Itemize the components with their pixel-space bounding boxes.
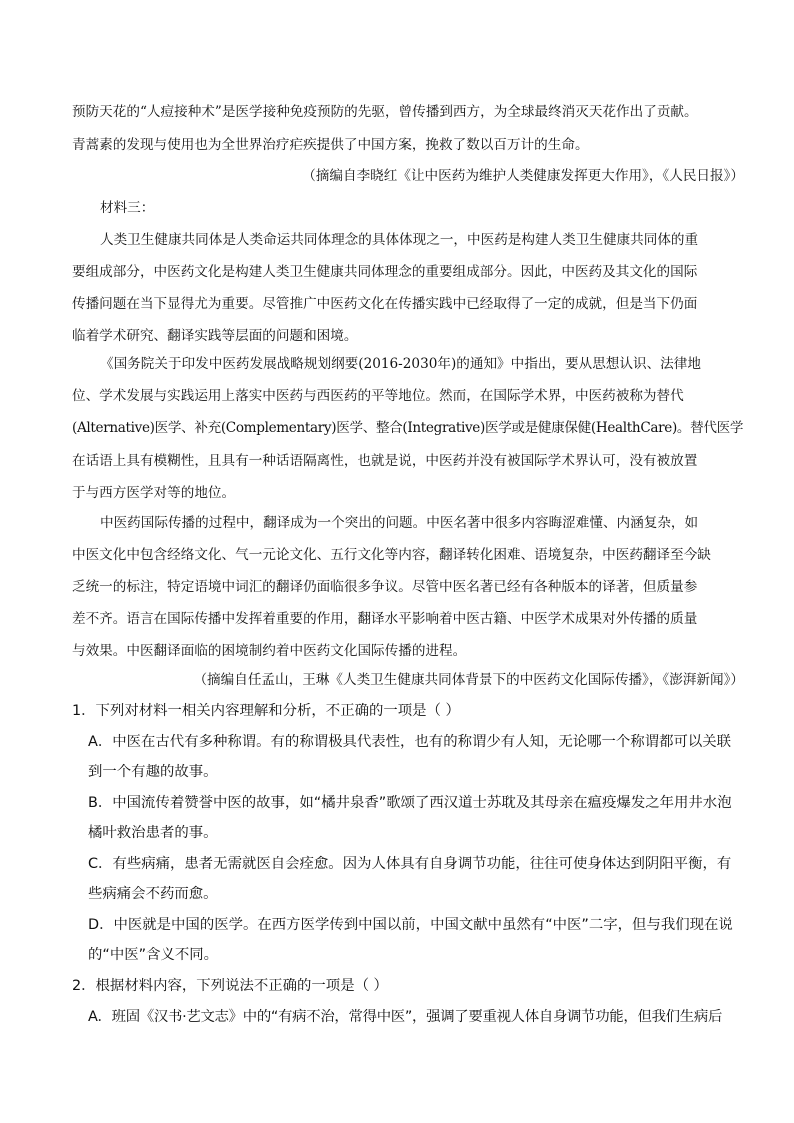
text-line: 与效果。中医翻译面临的困境制约着中医药文化国际传播的进程。	[72, 643, 467, 659]
option-c-cont: 些病痛会不药而愈。	[88, 886, 218, 902]
text-line: 中医药国际传播的过程中，翻译成为一个突出的问题。中医名著中很多内容晦涩难懂、内涵复杂，如	[100, 515, 699, 531]
text-line: 于与西方医学对等的地位。	[72, 485, 236, 501]
text-line: (Alternative)医学、补充(Complementary)医学、整合(Integrative)医学或是健康保健(HealthCare)。替代医学	[72, 420, 744, 436]
source-citation: （摘编自任孟山，王琳《人类卫生健康共同体背景下的中医药文化国际传播》，《澎湃新闻》）	[193, 672, 744, 688]
option-d: D．中医就是中国的医学。在西方医学传到中国以前，中国文献中虽然有“中医”二字，但与我们现在说	[88, 917, 733, 933]
text-line: 预防天花的“人痘接种术”是医学接种免疫预防的先驱，曾传播到西方，为全球最终消灭天花作出了贡献。	[72, 104, 698, 120]
text-line: 乏统一的标注，特定语境中词汇的翻译仍面临很多争议。尽管中医名著已经有各种版本的译著，但质量参	[72, 579, 698, 595]
text-line: 差不齐。语言在国际传播中发挥着重要的作用，翻译水平影响着中医古籍、中医学术成果对外传播的质量	[72, 611, 698, 627]
option-c: C．有些病痛，患者无需就医自会痊愈。因为人体具有自身调节功能，往往可使身体达到阴阳平衡，有	[88, 856, 732, 872]
source-citation: （摘编自李晓红《让中医药为维护人类健康发挥更大作用》，《人民日报》）	[302, 168, 744, 184]
option-b: B．中国流传着赞誉中医的故事，如“橘井泉香”歌颂了西汉道士苏耽及其母亲在瘟疫爆发之年用井水泡	[88, 795, 732, 811]
text-line: 青蒿素的发现与使用也为全世界治疗疟疾提供了中国方案，挽救了数以百万计的生命。	[72, 137, 589, 153]
text-line: 临着学术研究、翻译实践等层面的问题和困境。	[72, 328, 358, 344]
material-heading: 材料三：	[100, 200, 155, 216]
text-line: 传播问题在当下显得尤为重要。尽管推广中医药文化在传播实践中已经取得了一定的成就，但是当下仍面	[72, 296, 698, 312]
option-d-cont: 的“中医”含义不同。	[88, 947, 219, 963]
option-a: A．中医在古代有多种称谓。有的称谓极具代表性，也有的称谓少有人知，无论哪一个称谓都可以关联	[88, 734, 732, 750]
text-line: 要组成部分，中医药文化是构建人类卫生健康共同体理念的重要组成部分。因此，中医药及其文化的国际	[72, 264, 698, 280]
text-line: 位、学术发展与实践运用上落实中医药与西医药的平等地位。然而，在国际学术界，中医药被称为替代	[72, 388, 684, 404]
text-line: 中医文化中包含经络文化、气一元论文化、五行文化等内容，翻译转化困难、语境复杂，中医药翻译至今缺	[72, 547, 711, 563]
option-a: A．班固《汉书·艺文志》中的“有病不治，常得中医”，强调了要重视人体自身调节功能，但我们生病后	[88, 1009, 723, 1025]
text-line: 《国务院关于印发中医药发展战略规划纲要(2016-2030年)的通知》中指出，要从思想认识、法律地	[100, 356, 701, 372]
text-line: 人类卫生健康共同体是人类命运共同体理念的具体体现之一，中医药是构建人类卫生健康共同体的重	[100, 232, 699, 248]
question-stem: 2．根据材料内容，下列说法不正确的一项是（ ）	[72, 978, 388, 994]
option-b-cont: 橘叶救治患者的事。	[88, 825, 218, 841]
option-a-cont: 到一个有趣的故事。	[88, 764, 218, 780]
text-line: 在话语上具有模糊性，且具有一种话语隔离性，也就是说，中医药并没有被国际学术界认可，没有被放置	[72, 453, 698, 469]
question-stem: 1．下列对材料一相关内容理解和分析，不正确的一项是（ ）	[72, 703, 460, 719]
